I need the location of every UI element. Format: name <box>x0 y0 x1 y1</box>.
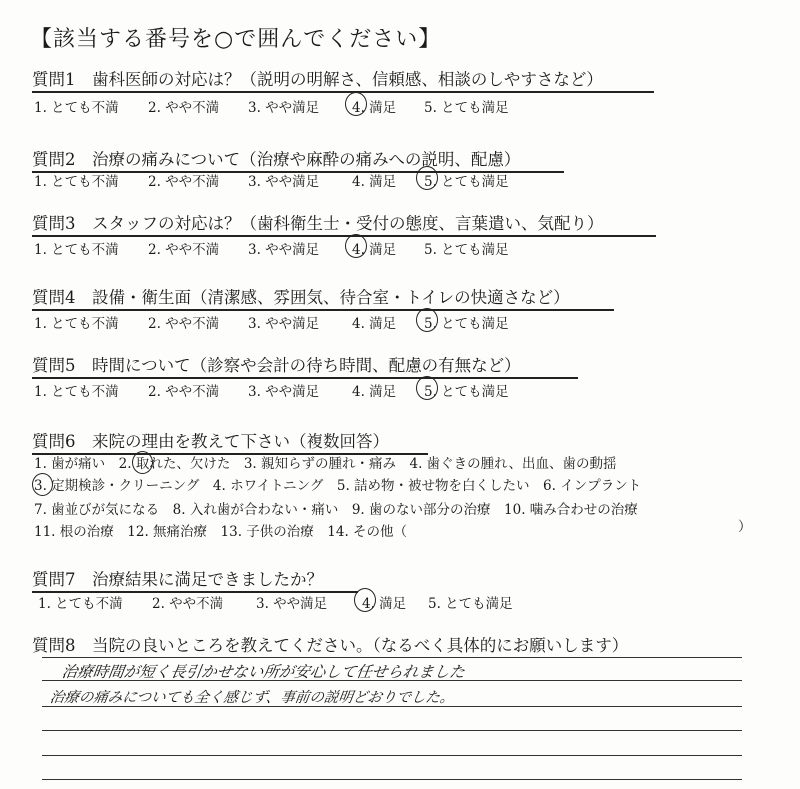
q6-options-line-1[interactable]: 1. 歯が痛い 2. 取れた、欠けた 3. 親知らずの腫れ・痛み 4. 歯ぐきの腫れ、出血、歯の動揺 <box>34 456 617 472</box>
q3-option-3[interactable]: 3. やや満足 <box>248 242 320 258</box>
q4-answer-circle <box>416 308 438 332</box>
question-4-underline <box>32 309 614 311</box>
question-1-title: 質問1 歯科医師の対応は？（説明の明解さ、信頼感、相談のしやすさなど） <box>32 70 603 89</box>
q5-option-2[interactable]: 2. やや不満 <box>148 384 220 400</box>
question-3-underline <box>32 235 656 237</box>
q6-close-paren: ） <box>738 519 752 535</box>
q3-option-1[interactable]: 1. とても不満 <box>34 242 119 258</box>
q7-option-3[interactable]: 3. やや満足 <box>256 596 328 612</box>
q3-option-5[interactable]: 5. とても満足 <box>424 242 509 258</box>
q3-option-4[interactable]: 4. 満足 <box>352 242 397 258</box>
question-5-underline <box>32 377 578 379</box>
q5-option-3[interactable]: 3. やや満足 <box>248 384 320 400</box>
q2-option-3[interactable]: 3. やや満足 <box>248 174 320 190</box>
q7-option-4[interactable]: 4. 満足 <box>362 596 407 612</box>
q5-option-1[interactable]: 1. とても不満 <box>34 384 119 400</box>
q1-answer-circle <box>345 92 367 116</box>
q4-option-2[interactable]: 2. やや不満 <box>148 316 220 332</box>
question-7-title: 質問7 治療結果に満足できましたか？ <box>32 570 323 589</box>
q2-answer-circle <box>416 166 438 190</box>
q1-option-4[interactable]: 4. 満足 <box>352 100 397 116</box>
q3-option-2[interactable]: 2. やや不満 <box>148 242 220 258</box>
question-8-title: 質問8 当院の良いところを教えてください。（なるべく具体的にお願いします） <box>32 636 629 655</box>
q2-option-4[interactable]: 4. 満足 <box>352 174 397 190</box>
q6-answer-circle-2 <box>132 451 153 474</box>
q7-answer-circle <box>354 588 376 612</box>
question-6-title: 質問6 来院の理由を教えて下さい（複数回答） <box>32 432 389 451</box>
q4-option-3[interactable]: 3. やや満足 <box>248 316 320 332</box>
q5-answer-circle <box>416 376 438 400</box>
question-1-underline <box>32 91 654 93</box>
q6-options-line-4[interactable]: 11. 根の治療 12. 無痛治療 13. 子供の治療 14. その他（ <box>34 524 408 540</box>
q4-option-5[interactable]: 5. とても満足 <box>424 316 509 332</box>
q1-option-5[interactable]: 5. とても満足 <box>424 100 509 116</box>
q4-option-1[interactable]: 1. とても不満 <box>34 316 119 332</box>
answer-line-5 <box>42 755 742 756</box>
q6-answer-circle-3 <box>32 473 53 496</box>
q8-handwritten-answer-1: 治療時間が短く長引かせない所が安心して任せられました <box>60 663 467 681</box>
q8-handwritten-answer-2: 治療の痛みについても全く感じず、事前の説明どおりでした。 <box>48 690 456 706</box>
q3-answer-circle <box>345 234 367 258</box>
q2-option-5[interactable]: 5. とても満足 <box>424 174 509 190</box>
q2-option-1[interactable]: 1. とても不満 <box>34 174 119 190</box>
q1-option-2[interactable]: 2. やや不満 <box>148 100 220 116</box>
answer-line-1 <box>42 657 742 658</box>
q6-options-line-2[interactable]: 3. 定期検診・クリーニング 4. ホワイトニング 5. 詰め物・被せ物を白くしたい 6. インプラント <box>34 478 642 494</box>
q7-option-2[interactable]: 2. やや不満 <box>152 596 224 612</box>
question-5-title: 質問5 時間について（診察や会計の待ち時間、配慮の有無など） <box>32 356 521 375</box>
q7-option-1[interactable]: 1. とても不満 <box>38 596 123 612</box>
q5-option-5[interactable]: 5. とても満足 <box>424 384 509 400</box>
q6-options-line-3[interactable]: 7. 歯並びが気になる 8. 入れ歯が合わない・痛い 9. 歯のない部分の治療 10. 噛み合わせの治療 <box>34 502 638 518</box>
answer-line-6 <box>42 779 742 780</box>
question-2-title: 質問2 治療の痛みについて（治療や麻酔の痛みへの説明、配慮） <box>32 150 521 169</box>
q5-option-4[interactable]: 4. 満足 <box>352 384 397 400</box>
q1-option-3[interactable]: 3. やや満足 <box>248 100 320 116</box>
form-header: 【該当する番号を○で囲んでください】 <box>30 27 442 52</box>
question-3-title: 質問3 スタッフの対応は？（歯科衛生士・受付の態度、言葉遣い、気配り） <box>32 214 604 233</box>
answer-line-4 <box>42 730 742 731</box>
q2-option-2[interactable]: 2. やや不満 <box>148 174 220 190</box>
q1-option-1[interactable]: 1. とても不満 <box>34 100 119 116</box>
q4-option-4[interactable]: 4. 満足 <box>352 316 397 332</box>
q7-option-5[interactable]: 5. とても満足 <box>428 596 513 612</box>
question-4-title: 質問4 設備・衛生面（清潔感、雰囲気、待合室・トイレの快適さなど） <box>32 288 570 307</box>
